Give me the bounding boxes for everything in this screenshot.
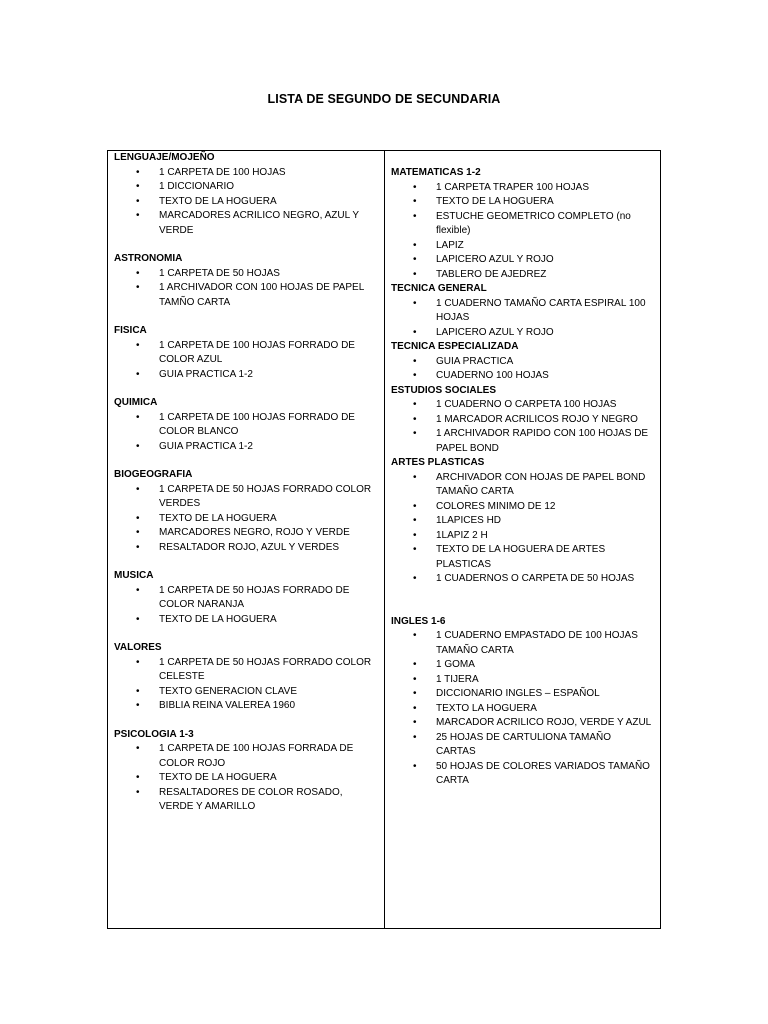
supply-item bbox=[391, 181, 654, 196]
subject-heading: LENGUAJE/MOJEÑO bbox=[114, 152, 215, 163]
supply-item bbox=[114, 209, 378, 238]
supply-item-text: 1 CUADERNO O CARPETA 100 HOJAS bbox=[436, 399, 617, 410]
supply-list bbox=[391, 181, 654, 283]
bullet-icon: • bbox=[136, 210, 140, 221]
bullet-icon: • bbox=[136, 786, 140, 798]
subject-heading: MUSICA bbox=[114, 570, 154, 581]
supply-item-text: TEXTO DE LA HOGUERA bbox=[159, 772, 277, 783]
supply-item-text: TEXTO DE LA HOGUERA bbox=[159, 512, 277, 524]
bullet-icon: • bbox=[136, 700, 140, 711]
supply-list bbox=[114, 742, 378, 815]
supply-item bbox=[114, 483, 378, 512]
subject-heading: ASTRONOMIA bbox=[114, 253, 183, 264]
supply-item-text: 25 HOJAS DE CARTULIONA TAMAÑO CARTAS bbox=[436, 731, 612, 757]
bullet-icon: • bbox=[413, 515, 417, 526]
supply-item bbox=[114, 584, 378, 613]
bullet-icon: • bbox=[413, 399, 417, 410]
bullet-icon: • bbox=[413, 196, 417, 207]
supply-item-text: 1 CUADERNO EMPASTADO DE 100 HOJAS TAMAÑO CARTA bbox=[436, 630, 638, 656]
supply-item-text: 1 CARPETA DE 50 HOJAS FORRADO COLOR CELESTE bbox=[159, 656, 372, 682]
bullet-icon: • bbox=[136, 584, 140, 596]
supply-item bbox=[391, 543, 654, 572]
supply-item-text: 1 CARPETA DE 50 HOJAS FORRADO DE COLOR NARANJA bbox=[159, 584, 350, 610]
supply-item-text: 1LAPIZ 2 H bbox=[436, 529, 488, 541]
supply-item bbox=[114, 195, 378, 210]
supply-item-text: GUIA PRACTICA 1-2 bbox=[159, 368, 253, 380]
bullet-icon: • bbox=[413, 760, 417, 772]
supply-item-text: TEXTO DE LA HOGUERA bbox=[159, 613, 277, 625]
supply-list bbox=[114, 267, 378, 311]
supply-item-text: ARCHIVADOR CON HOJAS DE PAPEL BOND TAMAÑO CARTA bbox=[436, 471, 646, 497]
bullet-icon: • bbox=[136, 772, 140, 783]
supply-list bbox=[391, 471, 654, 587]
bullet-icon: • bbox=[136, 527, 140, 538]
bullet-icon: • bbox=[413, 544, 417, 555]
supply-item-text: 1 CUADERNOS O CARPETA DE 50 HOJAS bbox=[436, 573, 635, 584]
supply-item bbox=[114, 368, 378, 383]
bullet-icon: • bbox=[413, 688, 417, 699]
right-column bbox=[385, 151, 660, 928]
bullet-icon: • bbox=[413, 573, 417, 584]
supply-item-text: 1 MARCADOR ACRILICOS ROJO Y NEGRO bbox=[436, 413, 638, 425]
supply-item bbox=[114, 166, 378, 181]
bullet-icon: • bbox=[413, 370, 417, 381]
subject-heading: ARTES PLASTICAS bbox=[391, 457, 485, 468]
supply-item bbox=[114, 411, 378, 440]
bullet-icon: • bbox=[136, 411, 140, 423]
supply-item bbox=[114, 699, 378, 714]
supply-item bbox=[391, 500, 654, 515]
supply-item bbox=[391, 239, 654, 254]
supply-item bbox=[391, 210, 654, 239]
supply-item bbox=[114, 267, 378, 282]
supply-item bbox=[391, 195, 654, 210]
subject-section bbox=[391, 615, 654, 789]
subject-heading: BIOGEOGRAFIA bbox=[114, 469, 193, 480]
page-title: LISTA DE SEGUNDO DE SECUNDARIA bbox=[267, 92, 501, 106]
bullet-icon: • bbox=[413, 673, 417, 685]
supply-list-table bbox=[107, 150, 661, 929]
supply-item-text: DICCIONARIO INGLES – ESPAÑOL bbox=[436, 688, 600, 699]
bullet-icon: • bbox=[136, 512, 140, 524]
bullet-icon: • bbox=[413, 630, 417, 641]
supply-item bbox=[114, 541, 378, 556]
supply-list bbox=[114, 339, 378, 383]
supply-item-text: GUIA PRACTICA 1-2 bbox=[159, 440, 253, 452]
supply-item bbox=[391, 369, 654, 384]
supply-item bbox=[391, 760, 654, 789]
bullet-icon: • bbox=[413, 500, 417, 512]
supply-item-text: MARCADORES NEGRO, ROJO Y VERDE bbox=[159, 527, 350, 538]
bullet-icon: • bbox=[413, 268, 417, 280]
supply-item bbox=[114, 786, 378, 815]
subject-heading: TECNICA GENERAL bbox=[391, 283, 487, 294]
subject-section bbox=[114, 252, 378, 310]
subject-section bbox=[114, 396, 378, 454]
supply-item-text: RESALTADOR ROJO, AZUL Y VERDES bbox=[159, 541, 340, 553]
supply-item-text: TABLERO DE AJEDREZ bbox=[436, 268, 547, 280]
subject-section bbox=[114, 728, 378, 815]
supply-item bbox=[391, 658, 654, 673]
supply-item-text: 1 CARPETA DE 100 HOJAS FORRADO DE COLOR BLANCO bbox=[159, 411, 355, 437]
supply-item-text: 1 ARCHIVADOR RAPIDO CON 100 HOJAS DE PAPEL BOND bbox=[436, 428, 649, 454]
bullet-icon: • bbox=[413, 731, 417, 743]
subject-heading: ESTUDIOS SOCIALES bbox=[391, 384, 497, 396]
supply-item-text: 1 CARPETA TRAPER 100 HOJAS bbox=[436, 181, 590, 193]
subject-section bbox=[114, 151, 378, 238]
bullet-icon: • bbox=[413, 326, 417, 338]
subject-section bbox=[114, 569, 378, 627]
bullet-icon: • bbox=[413, 529, 417, 541]
left-column bbox=[108, 151, 385, 928]
supply-list bbox=[391, 629, 654, 789]
supply-item-text: 50 HOJAS DE COLORES VARIADOS TAMAÑO CARTA bbox=[436, 760, 650, 786]
subject-section bbox=[391, 166, 654, 282]
bullet-icon: • bbox=[413, 210, 417, 222]
subject-heading: INGLES 1-6 bbox=[391, 615, 446, 627]
bullet-icon: • bbox=[413, 659, 417, 670]
supply-item-text: TEXTO DE LA HOGUERA DE ARTES PLASTICAS bbox=[436, 544, 606, 570]
supply-item-text: MARCADOR ACRILICO ROJO, VERDE Y AZUL bbox=[436, 717, 652, 728]
supply-item bbox=[114, 771, 378, 786]
supply-item-text: TEXTO DE LA HOGUERA bbox=[159, 195, 277, 207]
bullet-icon: • bbox=[413, 717, 417, 728]
bullet-icon: • bbox=[136, 267, 140, 279]
supply-item bbox=[114, 742, 378, 771]
supply-item bbox=[114, 512, 378, 527]
supply-item bbox=[114, 656, 378, 685]
bullet-icon: • bbox=[136, 195, 140, 207]
subject-section bbox=[391, 282, 654, 340]
supply-item bbox=[391, 398, 654, 413]
bullet-icon: • bbox=[136, 368, 140, 380]
bullet-icon: • bbox=[413, 297, 417, 309]
supply-item-text: MARCADORES ACRILICO NEGRO, AZUL Y VERDE bbox=[159, 210, 359, 236]
supply-list bbox=[114, 483, 378, 556]
supply-list bbox=[391, 398, 654, 456]
supply-item-text: LAPICERO AZUL Y ROJO bbox=[436, 326, 554, 338]
supply-list bbox=[114, 584, 378, 628]
subject-heading: TECNICA ESPECIALIZADA bbox=[391, 341, 519, 352]
bullet-icon: • bbox=[413, 702, 417, 714]
subject-heading: FISICA bbox=[114, 325, 147, 336]
supply-item bbox=[391, 572, 654, 587]
supply-item bbox=[391, 673, 654, 688]
subject-heading: PSICOLOGIA 1-3 bbox=[114, 728, 194, 740]
subject-heading: MATEMATICAS 1-2 bbox=[391, 167, 481, 178]
supply-item-text: GUIA PRACTICA bbox=[436, 355, 514, 367]
bullet-icon: • bbox=[136, 613, 140, 625]
supply-item bbox=[391, 731, 654, 760]
supply-item bbox=[391, 297, 654, 326]
supply-item bbox=[391, 253, 654, 268]
supply-item bbox=[391, 702, 654, 717]
supply-item bbox=[391, 514, 654, 529]
supply-item-text: BIBLIA REINA VALEREA 1960 bbox=[159, 700, 296, 711]
supply-item bbox=[114, 613, 378, 628]
supply-item-text: ESTUCHE GEOMETRICO COMPLETO (no flexible) bbox=[436, 210, 631, 236]
supply-item-text: RESALTADORES DE COLOR ROSADO, VERDE Y AMARILLO bbox=[159, 786, 343, 812]
supply-item-text: 1 CARPETA DE 100 HOJAS FORRADO DE COLOR AZUL bbox=[159, 339, 355, 365]
supply-item bbox=[391, 326, 654, 341]
bullet-icon: • bbox=[136, 656, 140, 668]
supply-item bbox=[391, 629, 654, 658]
bullet-icon: • bbox=[136, 339, 140, 351]
supply-item bbox=[391, 471, 654, 500]
supply-item-text: 1 TIJERA bbox=[436, 673, 479, 685]
bullet-icon: • bbox=[413, 181, 417, 193]
section-spacer bbox=[391, 587, 654, 615]
bullet-icon: • bbox=[136, 685, 140, 697]
subject-section bbox=[391, 340, 654, 384]
supply-list bbox=[391, 355, 654, 384]
bullet-icon: • bbox=[136, 440, 140, 452]
supply-list bbox=[114, 166, 378, 239]
bullet-icon: • bbox=[136, 483, 140, 495]
supply-item-text: TEXTO LA HOGUERA bbox=[436, 702, 537, 714]
supply-item-text: 1 CUADERNO TAMAÑO CARTA ESPIRAL 100 HOJAS bbox=[436, 297, 646, 323]
supply-item-text: TEXTO GENERACION CLAVE bbox=[159, 685, 297, 697]
supply-item-text: 1 CARPETA DE 50 HOJAS bbox=[159, 267, 280, 279]
supply-item bbox=[114, 180, 378, 195]
subject-section bbox=[114, 324, 378, 382]
bullet-icon: • bbox=[136, 181, 140, 192]
supply-list bbox=[114, 411, 378, 455]
bullet-icon: • bbox=[413, 428, 417, 439]
supply-item bbox=[391, 427, 654, 456]
subject-heading: QUIMICA bbox=[114, 397, 158, 408]
supply-item-text: 1 CARPETA DE 100 HOJAS bbox=[159, 166, 286, 178]
supply-item bbox=[391, 413, 654, 428]
bullet-icon: • bbox=[136, 282, 140, 293]
supply-item bbox=[391, 687, 654, 702]
subject-section bbox=[114, 641, 378, 714]
bullet-icon: • bbox=[136, 743, 140, 754]
supply-item-text: TEXTO DE LA HOGUERA bbox=[436, 196, 554, 207]
supply-item bbox=[391, 268, 654, 283]
supply-item bbox=[114, 440, 378, 455]
supply-item bbox=[114, 281, 378, 310]
supply-item bbox=[114, 339, 378, 368]
supply-item-text: 1 GOMA bbox=[436, 659, 475, 670]
supply-item-text: 1 ARCHIVADOR CON 100 HOJAS DE PAPEL TAMÑO CARTA bbox=[159, 282, 364, 308]
supply-item-text: LAPIZ bbox=[436, 239, 464, 251]
bullet-icon: • bbox=[413, 471, 417, 483]
supply-item-text: 1LAPICES HD bbox=[436, 515, 502, 526]
supply-item bbox=[114, 685, 378, 700]
supply-item-text: CUADERNO 100 HOJAS bbox=[436, 370, 549, 381]
bullet-icon: • bbox=[136, 166, 140, 178]
bullet-icon: • bbox=[136, 541, 140, 553]
subject-section bbox=[391, 384, 654, 457]
bullet-icon: • bbox=[413, 254, 417, 265]
supply-list bbox=[114, 656, 378, 714]
supply-item bbox=[391, 355, 654, 370]
supply-item bbox=[391, 716, 654, 731]
supply-item bbox=[114, 526, 378, 541]
bullet-icon: • bbox=[413, 355, 417, 367]
supply-item-text: 1 CARPETA DE 100 HOJAS FORRADA DE COLOR ROJO bbox=[159, 743, 354, 769]
subject-section bbox=[391, 456, 654, 587]
supply-item-text: 1 DICCIONARIO bbox=[159, 181, 235, 192]
subject-heading: VALORES bbox=[114, 642, 162, 653]
supply-item bbox=[391, 529, 654, 544]
supply-item-text: 1 CARPETA DE 50 HOJAS FORRADO COLOR VERDES bbox=[159, 483, 372, 509]
supply-list bbox=[391, 297, 654, 341]
bullet-icon: • bbox=[413, 413, 417, 425]
supply-item-text: COLORES MINIMO DE 12 bbox=[436, 500, 556, 512]
supply-item-text: LAPICERO AZUL Y ROJO bbox=[436, 254, 554, 265]
bullet-icon: • bbox=[413, 239, 417, 251]
subject-section bbox=[114, 468, 378, 555]
